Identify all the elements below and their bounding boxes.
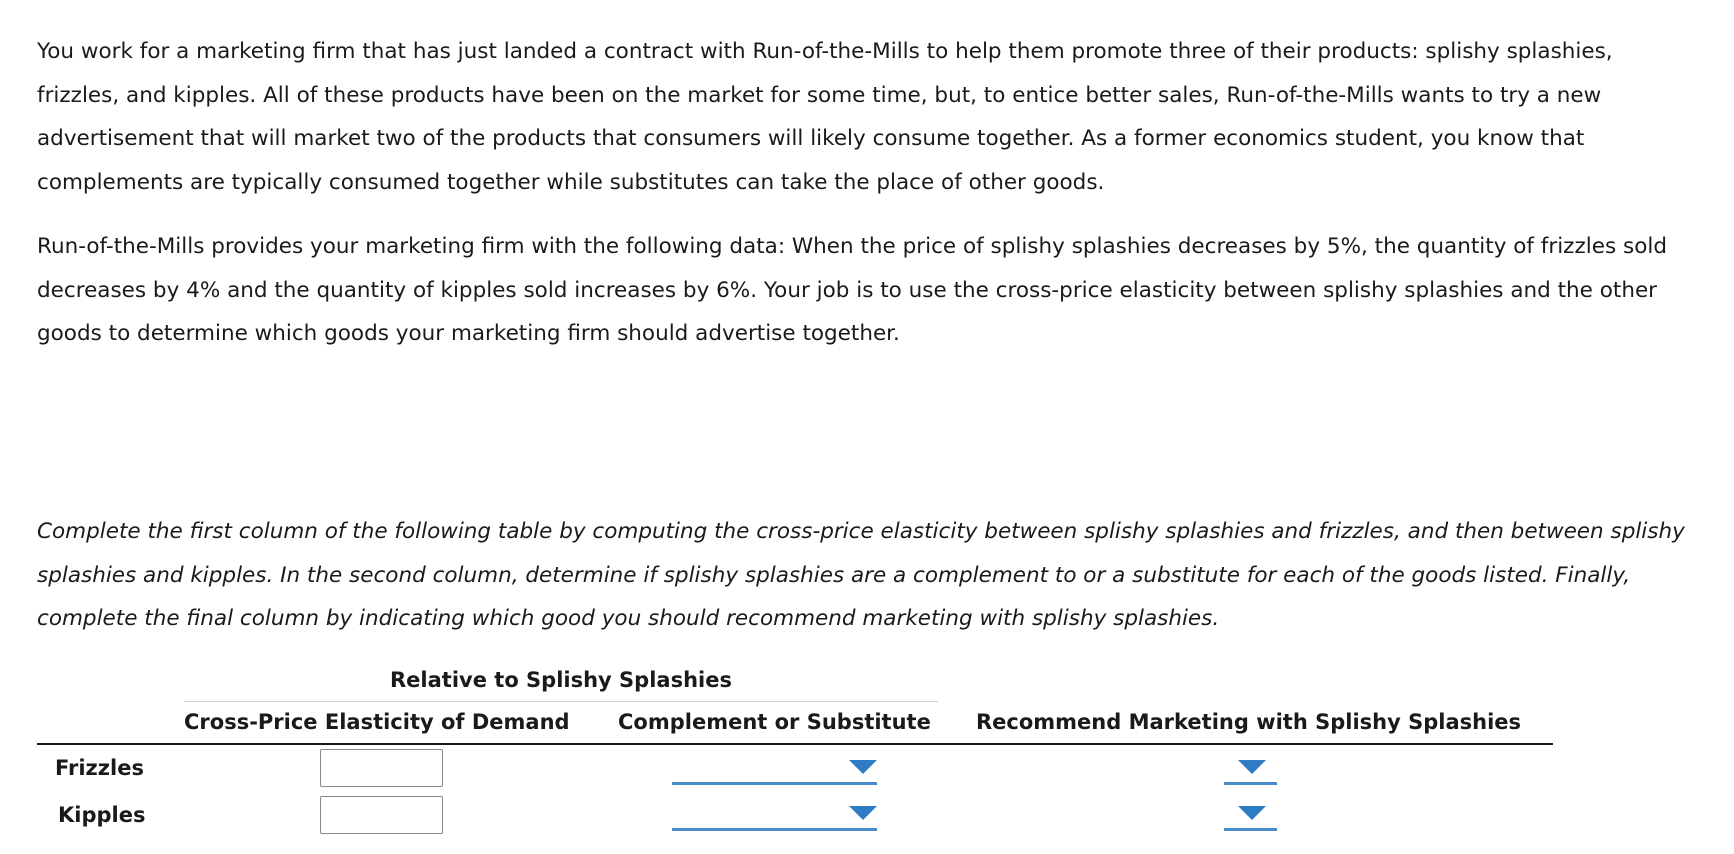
recommend-dropdown-frizzles[interactable] <box>1224 749 1277 785</box>
chevron-down-icon <box>849 760 877 774</box>
column-header-complement-substitute: Complement or Substitute <box>618 710 931 734</box>
chevron-down-icon <box>1238 760 1266 774</box>
elasticity-input-frizzles[interactable] <box>320 749 443 787</box>
table-header-rule <box>37 743 1553 745</box>
chevron-down-icon <box>849 806 877 820</box>
column-header-recommend: Recommend Marketing with Splishy Splashies <box>976 710 1522 734</box>
column-header-elasticity: Cross-Price Elasticity of Demand <box>184 710 570 734</box>
intro-paragraph-2: Run-of-the-Mills provides your marketing firm with the following data: When the price of splishy splashies decreases by 5%, the quantity of frizzles sold decreases by 4% and the quantity of kipples sold increases by 6%. Your job is to use the cross-price elasticity between splishy splashies and the other goods to determine which goods your marketing firm should advertise together. <box>37 234 1667 346</box>
complement-substitute-dropdown-kipples[interactable] <box>672 795 877 831</box>
recommend-dropdown-kipples[interactable] <box>1224 795 1277 831</box>
instructions-paragraph: Complete the first column of the following table by computing the cross-price elasticity between splishy splashies and frizzles, and then between splishy splashies and kipples. In the second column, determine if splishy splashies are a complement to or a substitute for each of the goods listed. Finally, complete the final column by indicating which good you should recommend marketing with splishy splashies. <box>37 519 1685 631</box>
elasticity-input-kipples[interactable] <box>320 796 443 834</box>
table-group-header: Relative to Splishy Splashies <box>184 665 938 702</box>
complement-substitute-dropdown-frizzles[interactable] <box>672 749 877 785</box>
chevron-down-icon <box>1238 806 1266 820</box>
row-label-frizzles: Frizzles <box>55 756 144 780</box>
intro-paragraph-1: You work for a marketing firm that has just landed a contract with Run-of-the-Mills to help them promote three of their products: splishy splashies, frizzles, and kipples. All of these products have been on the market for some time, but, to entice better sales, Run-of-the-Mills wants to try a new advertisement that will market two of the products that consumers will likely consume together. As a former economics student, you know that complements are typically consumed together while substitutes can take the place of other goods. <box>37 39 1613 195</box>
row-label-kipples: Kipples <box>58 803 146 827</box>
